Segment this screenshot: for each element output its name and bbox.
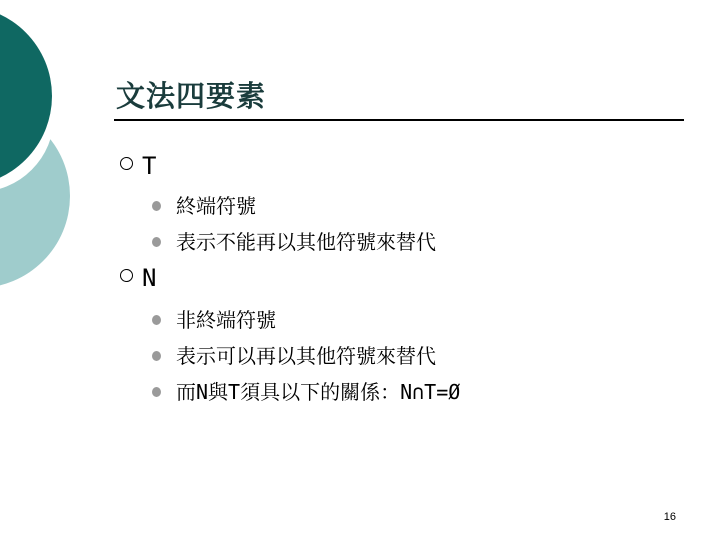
hollow-circle-bullet-icon <box>120 157 133 170</box>
title-underline <box>114 119 684 121</box>
hollow-circle-bullet-icon <box>120 269 133 282</box>
bullet-label: N <box>142 264 157 292</box>
dot-bullet-icon <box>152 351 161 361</box>
subitem <box>176 310 276 330</box>
subitem-text: 表示可以再以其他符號來替代 <box>176 344 436 368</box>
dot-bullet-icon <box>152 237 161 247</box>
subitem-text: 非終端符號 <box>176 308 276 332</box>
subitem-text: 表示不能再以其他符號來替代 <box>176 230 436 254</box>
page-number: 16 <box>663 511 676 523</box>
subitem <box>176 196 256 216</box>
subitem-text: 終端符號 <box>176 194 256 218</box>
subitem <box>176 346 436 366</box>
subitem <box>176 382 460 402</box>
dot-bullet-icon <box>152 315 161 325</box>
bullet-t <box>142 154 156 178</box>
dot-bullet-icon <box>152 387 161 397</box>
bullet-n <box>142 266 156 290</box>
dot-bullet-icon <box>152 201 161 211</box>
subitem-text: 而N與T須具以下的關係：N∩T=Ø <box>176 380 461 404</box>
bullet-label: T <box>142 152 157 180</box>
subitem <box>176 232 436 252</box>
slide-title: 文法四要素 <box>116 79 267 113</box>
